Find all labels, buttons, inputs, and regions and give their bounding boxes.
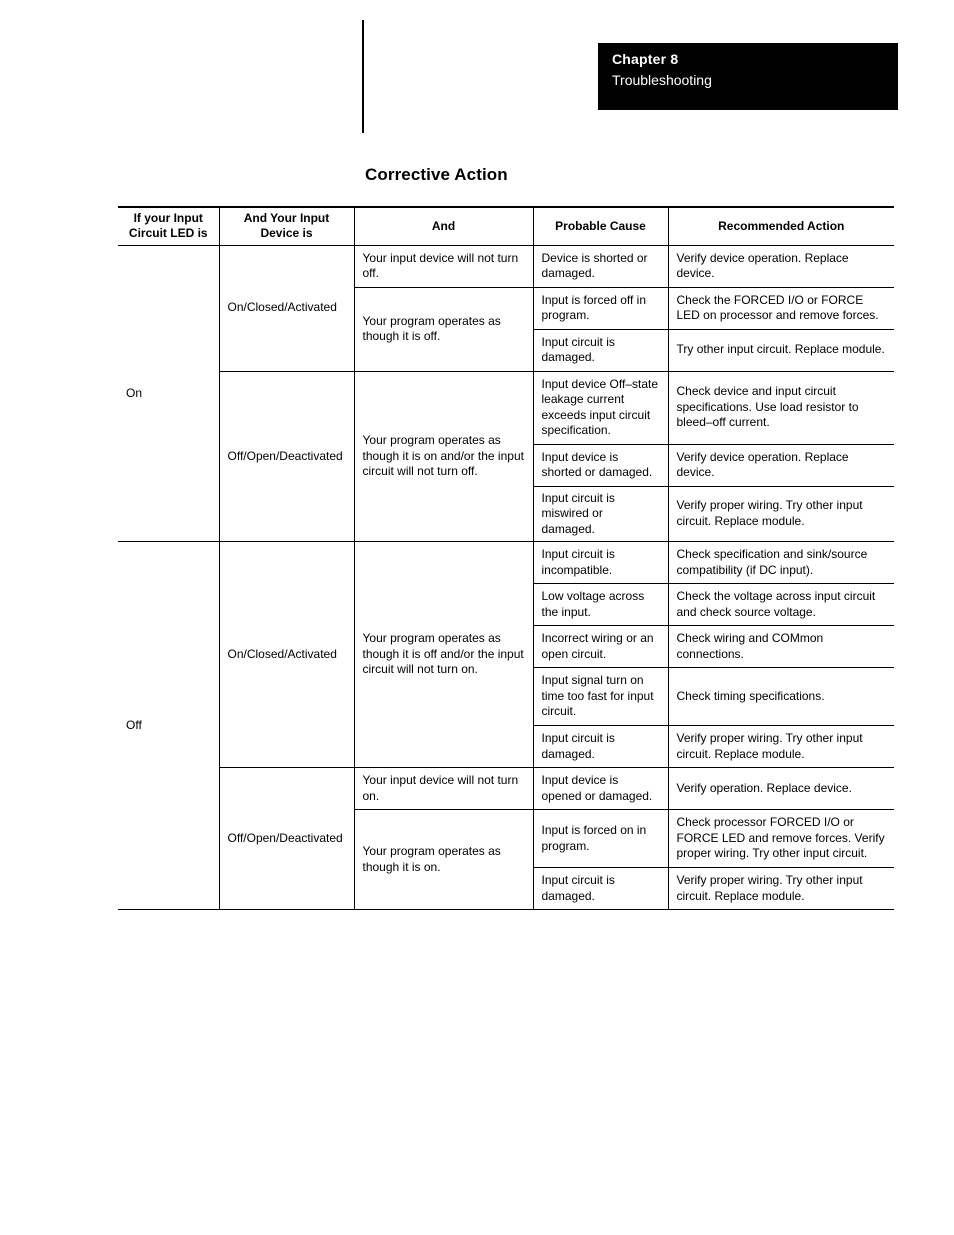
probable-cause: Low voltage across the input. — [533, 584, 668, 626]
condition: Your program operates as though it is off and/or the input circuit will not turn on. — [354, 542, 533, 768]
column-header-led: If your Input Circuit LED is — [118, 207, 219, 245]
chapter-label: Chapter 8 — [612, 51, 679, 67]
table-row — [118, 542, 894, 584]
condition: Your program operates as though it is on and/or the input circuit will not turn off. — [354, 371, 533, 542]
recommended-action: Verify proper wiring. Try other input circuit. Replace module. — [668, 486, 894, 542]
recommended-action: Verify operation. Replace device. — [668, 768, 894, 810]
probable-cause: Input device is shorted or damaged. — [533, 444, 668, 486]
probable-cause: Input is forced on in program. — [533, 810, 668, 868]
recommended-action: Check the voltage across input circuit and check source voltage. — [668, 584, 894, 626]
probable-cause: Input device is opened or damaged. — [533, 768, 668, 810]
probable-cause: Incorrect wiring or an open circuit. — [533, 626, 668, 668]
recommended-action: Verify proper wiring. Try other input circuit. Replace module. — [668, 726, 894, 768]
probable-cause: Input circuit is incompatible. — [533, 542, 668, 584]
recommended-action: Verify proper wiring. Try other input circuit. Replace module. — [668, 868, 894, 910]
table-row — [118, 245, 894, 287]
column-header-action: Recommended Action — [668, 207, 894, 245]
led-state-off: Off — [118, 542, 219, 910]
probable-cause: Input is forced off in program. — [533, 287, 668, 329]
column-header-device: And Your Input Device is — [219, 207, 354, 245]
probable-cause: Device is shorted or damaged. — [533, 245, 668, 287]
table-row — [118, 371, 894, 444]
device-state: Off/Open/Deactivated — [219, 371, 354, 542]
condition: Your input device will not turn off. — [354, 245, 533, 287]
device-state: On/Closed/Activated — [219, 542, 354, 768]
condition: Your program operates as though it is on. — [354, 810, 533, 910]
device-state: Off/Open/Deactivated — [219, 768, 354, 910]
recommended-action: Check wiring and COMmon connections. — [668, 626, 894, 668]
section-label: Troubleshooting — [612, 72, 712, 88]
probable-cause: Input signal turn on time too fast for input circuit. — [533, 668, 668, 726]
condition: Your input device will not turn on. — [354, 768, 533, 810]
table-row — [118, 768, 894, 810]
corrective-action-table — [118, 206, 894, 910]
device-state: On/Closed/Activated — [219, 245, 354, 371]
led-state-on: On — [118, 245, 219, 542]
margin-rule — [362, 20, 364, 133]
probable-cause: Input circuit is damaged. — [533, 868, 668, 910]
recommended-action: Check specification and sink/source compatibility (if DC input). — [668, 542, 894, 584]
recommended-action: Check timing specifications. — [668, 668, 894, 726]
recommended-action: Check the FORCED I/O or FORCE LED on processor and remove forces. — [668, 287, 894, 329]
table-header-row — [118, 207, 894, 245]
recommended-action: Verify device operation. Replace device. — [668, 444, 894, 486]
condition: Your program operates as though it is off. — [354, 287, 533, 371]
page-title: Corrective Action — [365, 165, 508, 184]
probable-cause: Input circuit is miswired or damaged. — [533, 486, 668, 542]
recommended-action: Check device and input circuit specifications. Use load resistor to bleed–off current. — [668, 371, 894, 444]
probable-cause: Input circuit is damaged. — [533, 726, 668, 768]
recommended-action: Try other input circuit. Replace module. — [668, 329, 894, 371]
probable-cause: Input device Off–state leakage current exceeds input circuit specification. — [533, 371, 668, 444]
recommended-action: Verify device operation. Replace device. — [668, 245, 894, 287]
chapter-tab — [598, 43, 898, 110]
recommended-action: Check processor FORCED I/O or FORCE LED and remove forces. Verify proper wiring. Try other input circuit. — [668, 810, 894, 868]
column-header-cause: Probable Cause — [533, 207, 668, 245]
probable-cause: Input circuit is damaged. — [533, 329, 668, 371]
column-header-and: And — [354, 207, 533, 245]
